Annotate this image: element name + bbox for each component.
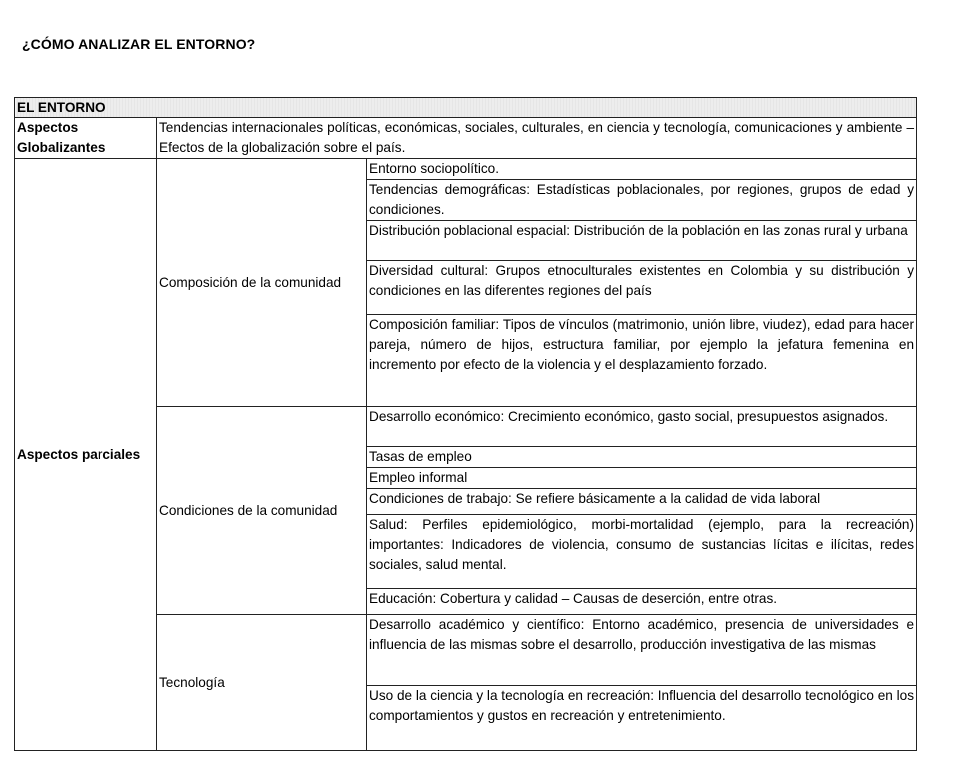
table-header-row	[15, 98, 917, 118]
group-label-composicion: Composición de la comunidad	[157, 159, 367, 407]
list-item: Educación: Cobertura y calidad – Causas de deserción, entre otras.	[367, 589, 917, 615]
list-item: Condiciones de trabajo: Se refiere básicamente a la calidad de vida laboral	[367, 489, 917, 515]
list-item: Entorno sociopolítico.	[367, 159, 917, 180]
entorno-table	[14, 97, 917, 751]
table-row	[15, 159, 917, 180]
globalizantes-text: Tendencias internacionales políticas, económicas, sociales, culturales, en ciencia y tecnología, comunicaciones y ambiente – Efectos de la globalización sobre el país.	[157, 118, 917, 159]
table-row-globalizantes	[15, 118, 917, 159]
row-label-parciales: Aspectos parciales	[15, 159, 157, 751]
list-item: Composición familiar: Tipos de vínculos (matrimonio, unión libre, viudez), edad para hacer pareja, número de hijos, estructura familiar, por ejemplo la jefatura femenina en incremento por efecto de la violencia y el desplazamiento forzado.	[367, 315, 917, 407]
list-item: Distribución poblacional espacial: Distribución de la población en las zonas rural y urbana	[367, 221, 917, 261]
list-item: Desarrollo económico: Crecimiento económico, gasto social, presupuestos asignados.	[367, 407, 917, 447]
table-header: EL ENTORNO	[15, 98, 917, 118]
list-item: Tasas de empleo	[367, 447, 917, 468]
list-item: Salud: Perfiles epidemiológico, morbi-mortalidad (ejemplo, para la recreación) importantes: Indicadores de violencia, consumo de sustancias lícitas e ilícitas, redes sociales, salud mental.	[367, 515, 917, 589]
list-item: Tendencias demográficas: Estadísticas poblacionales, por regiones, grupos de edad y condiciones.	[367, 180, 917, 221]
list-item: Uso de la ciencia y la tecnología en recreación: Influencia del desarrollo tecnológico en los comportamientos y gustos en recreación y entretenimiento.	[367, 686, 917, 751]
list-item: Empleo informal	[367, 468, 917, 489]
row-label-globalizantes: Aspectos Globalizantes	[15, 118, 157, 159]
list-item: Diversidad cultural: Grupos etnoculturales existentes en Colombia y su distribución y condiciones en las diferentes regiones del país	[367, 261, 917, 315]
document-title: ¿CÓMO ANALIZAR EL ENTORNO?	[22, 36, 256, 52]
group-label-condiciones: Condiciones de la comunidad	[157, 407, 367, 615]
list-item: Desarrollo académico y científico: Entorno académico, presencia de universidades e influencia de las mismas sobre el desarrollo, producción investigativa de las mismas	[367, 615, 917, 686]
group-label-tecnologia: Tecnología	[157, 615, 367, 751]
